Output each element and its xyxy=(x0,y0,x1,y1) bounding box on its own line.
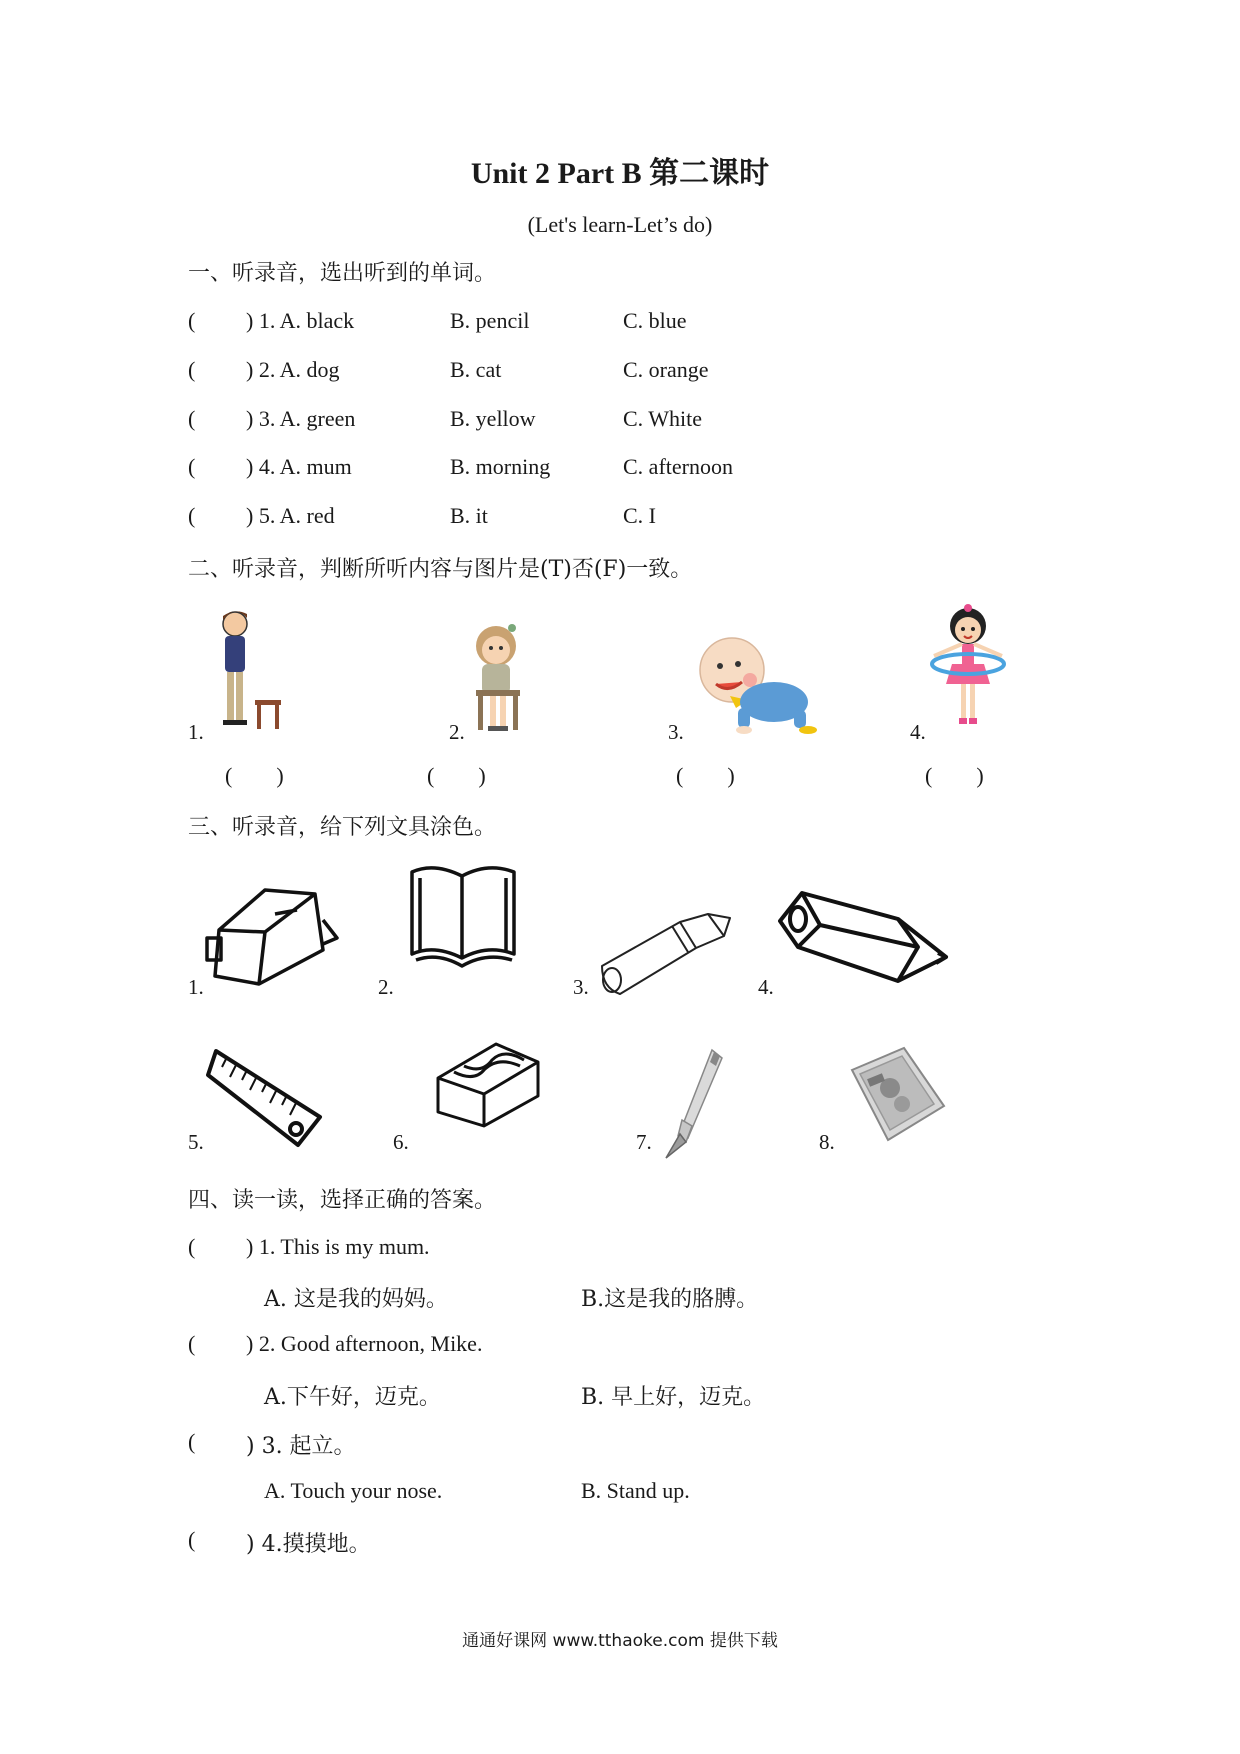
answer-box[interactable]: ( ) xyxy=(925,763,984,788)
picture-label: 3. xyxy=(668,720,684,744)
picture-label: 8. xyxy=(819,1130,835,1154)
section3-heading: 三、听录音，给下列文具涂色。 xyxy=(188,815,497,840)
picture-label: 1. xyxy=(188,975,204,999)
footer-credit: 通通好课网 www.tthaoke.com 提供下载 xyxy=(462,1631,778,1651)
pencil-box-picture xyxy=(848,1044,948,1148)
man-standing-picture xyxy=(205,602,295,732)
answer-box[interactable]: ( ) xyxy=(676,763,735,788)
eraser-outline-picture xyxy=(434,1038,542,1130)
page-title: Unit 2 Part B 第二课时 xyxy=(470,157,770,190)
picture-label: 2. xyxy=(449,720,465,744)
picture-label: 6. xyxy=(393,1130,409,1154)
girl-sitting-picture xyxy=(462,618,534,736)
girl-dancing-picture xyxy=(928,602,1008,736)
bag-outline-picture xyxy=(205,880,340,995)
section2-heading: 二、听录音，判断所听内容与图片是(T)否(F)一致。 xyxy=(188,557,693,582)
picture-label: 5. xyxy=(188,1130,204,1154)
page-subtitle: (Let's learn-Let’s do) xyxy=(527,212,713,237)
answer-box[interactable]: ( ) xyxy=(225,763,284,788)
picture-label: 4. xyxy=(910,720,926,744)
picture-label: 1. xyxy=(188,720,204,744)
book-outline-picture xyxy=(408,862,518,970)
crayon-outline-picture xyxy=(598,908,733,998)
picture-label: 7. xyxy=(636,1130,652,1154)
section1-heading: 一、听录音，选出听到的单词。 xyxy=(188,261,497,286)
section4-heading: 四、读一读，选择正确的答案。 xyxy=(188,1188,497,1213)
pencil-outline-picture xyxy=(778,885,953,985)
picture-label: 4. xyxy=(758,975,774,999)
answer-box[interactable]: ( ) xyxy=(427,763,486,788)
crawling-baby-picture xyxy=(690,630,820,740)
ruler-outline-picture xyxy=(206,1045,322,1147)
picture-label: 2. xyxy=(378,975,394,999)
picture-label: 3. xyxy=(573,975,589,999)
pen-picture xyxy=(658,1046,724,1158)
